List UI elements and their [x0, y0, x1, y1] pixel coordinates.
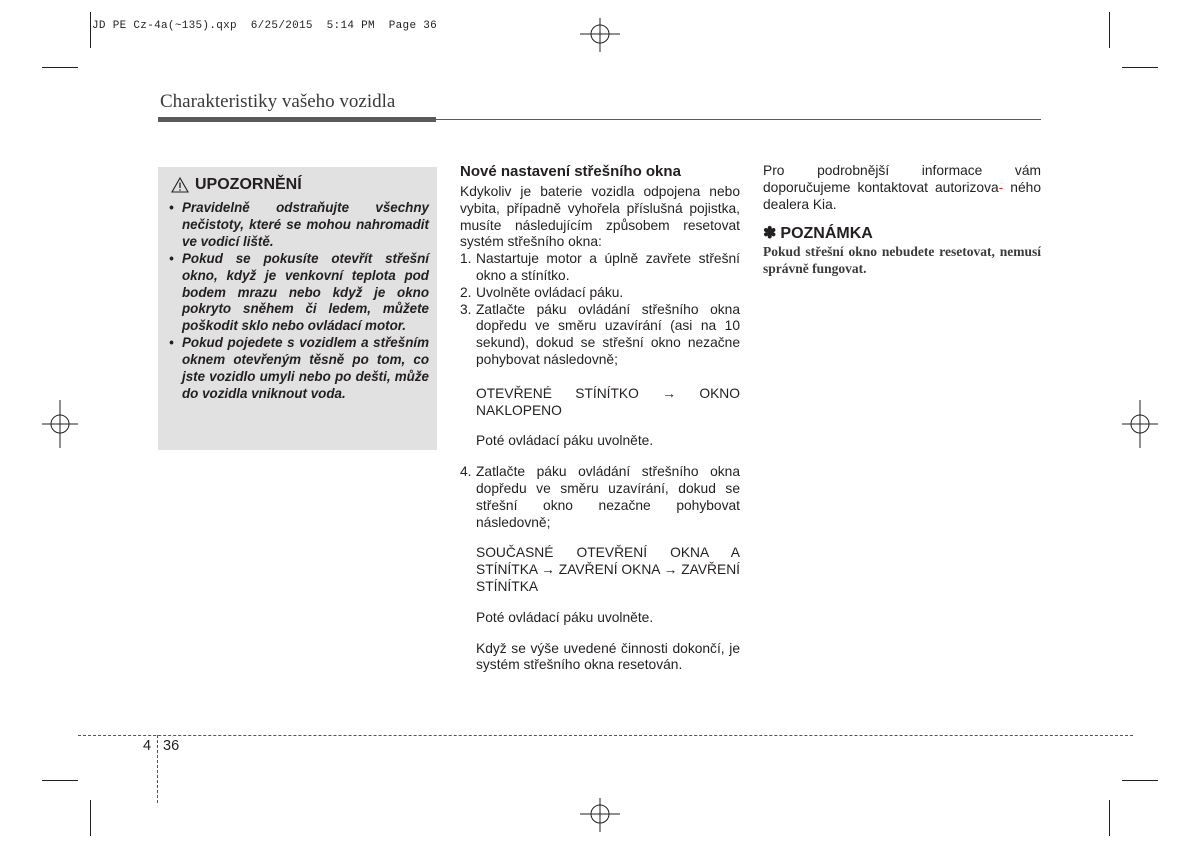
- reset-intro: Kdykoliv je baterie vozidla odpojena nebo vybita, případně vyhořela příslušná pojistka, musíte následujícím způsobem resetovat systém střešního okna:: [460, 184, 740, 250]
- reset-steps: [460, 251, 740, 369]
- step-number: 2.: [460, 284, 472, 300]
- warning-title: [171, 176, 302, 194]
- step-item: [460, 302, 740, 369]
- crop-mark: [42, 780, 78, 781]
- registration-mark-icon: [580, 16, 620, 56]
- step-item: [460, 285, 740, 302]
- reset-done: Když se výše uvedené činnosti dokončí, je systém střešního okna resetován.: [476, 640, 740, 673]
- note-body: Pokud střešní okno nebudete resetovat, nemusí správně fungovat.: [763, 244, 1041, 277]
- section-header-title: Charakteristiky vašeho vozidla: [160, 91, 396, 112]
- info-section: [763, 163, 1041, 277]
- warning-item: • Pokud se pokusíte otevřít střešní okno, když je venkovní teplota pod bodem mrazu nebo když je okno pokryto sněhem či ledem, můžete poškodit sklo nebo ovládací motor.: [168, 251, 429, 336]
- step-text: Uvolněte ovládací páku.: [476, 284, 624, 300]
- info-text-part: Pro podrobnější informace vám doporučujeme kontaktovat autorizova: [763, 163, 1041, 195]
- reset-section: [460, 163, 740, 674]
- registration-mark-icon: [580, 796, 620, 836]
- release-instruction: Poté ovládací páku uvolněte.: [476, 609, 654, 625]
- crop-mark: [1109, 12, 1110, 48]
- crop-mark: [90, 12, 91, 48]
- step-number: 1.: [460, 251, 472, 267]
- warning-triangle-icon: [171, 177, 189, 193]
- step-text: Zatlačte páku ovládání střešního okna dopředu ve směru uzavírání (asi na 10 sekund), dokud se střešní okno nezačne pohybovat následovně;: [476, 301, 740, 367]
- info-text: [763, 163, 1041, 213]
- header-rule: [436, 119, 1041, 120]
- warning-title-text: UPOZORNĚNÍ: [195, 176, 302, 193]
- step-item: [460, 251, 740, 285]
- step-item: [460, 464, 740, 531]
- hyphen-mark: -: [998, 179, 1004, 195]
- header-bar: [158, 117, 436, 122]
- note-title-text: POZNÁMKA: [780, 225, 873, 243]
- release-instruction: Poté ovládací páku uvolněte.: [476, 433, 654, 449]
- step-number: 4.: [460, 464, 472, 480]
- crop-mark: [1109, 800, 1110, 836]
- crop-mark: [1122, 67, 1158, 68]
- page-number: 36: [163, 738, 180, 754]
- step-text: Zatlačte páku ovládání střešního okna dopředu ve směru uzavírání, dokud se střešní okno nezačne pohybovat následovně;: [476, 464, 740, 530]
- sequence-step4: SOUČASNÉ OTEVŘENÍ OKNA A STÍNÍTKA → ZAVŘENÍ OKNA → ZAVŘENÍ STÍNÍTKA: [476, 545, 740, 594]
- info-text-part: ného dealera Kia.: [763, 179, 1041, 212]
- step-text: Nastartuje motor a úplně zavřete střešní okno a stínítko.: [476, 251, 740, 283]
- crop-mark: [90, 800, 91, 836]
- warning-list: [168, 200, 429, 403]
- asterisk-icon: ✽: [763, 225, 777, 243]
- warning-item: • Pravidelně odstraňujte všechny nečistoty, které se mohou nahromadit ve vodicí liště.: [168, 200, 429, 251]
- sequence-step3: OTEVŘENÉ STÍNÍTKO → OKNO NAKLOPENO: [476, 385, 740, 418]
- footer-divider: [157, 735, 158, 803]
- print-slug: JD PE Cz-4a(~135).qxp 6/25/2015 5:14 PM Page 36: [92, 20, 438, 32]
- page-section-number: 4: [143, 738, 152, 754]
- warning-item: • Pokud pojedete s vozidlem a střešním oknem otevřeným těsně po tom, co jste vozidlo umyli nebo po dešti, může do vozidla vniknout voda.: [168, 335, 429, 403]
- reset-heading: Nové nastavení střešního okna: [460, 163, 681, 180]
- warning-box: [158, 167, 437, 450]
- footer-rule: [78, 735, 1133, 736]
- registration-mark-icon: [40, 400, 80, 448]
- note-title: [763, 226, 1041, 243]
- registration-mark-icon: [1120, 400, 1160, 448]
- step-number: 3.: [460, 301, 472, 317]
- reset-steps: [460, 464, 740, 531]
- crop-mark: [1122, 780, 1158, 781]
- crop-mark: [42, 67, 78, 68]
